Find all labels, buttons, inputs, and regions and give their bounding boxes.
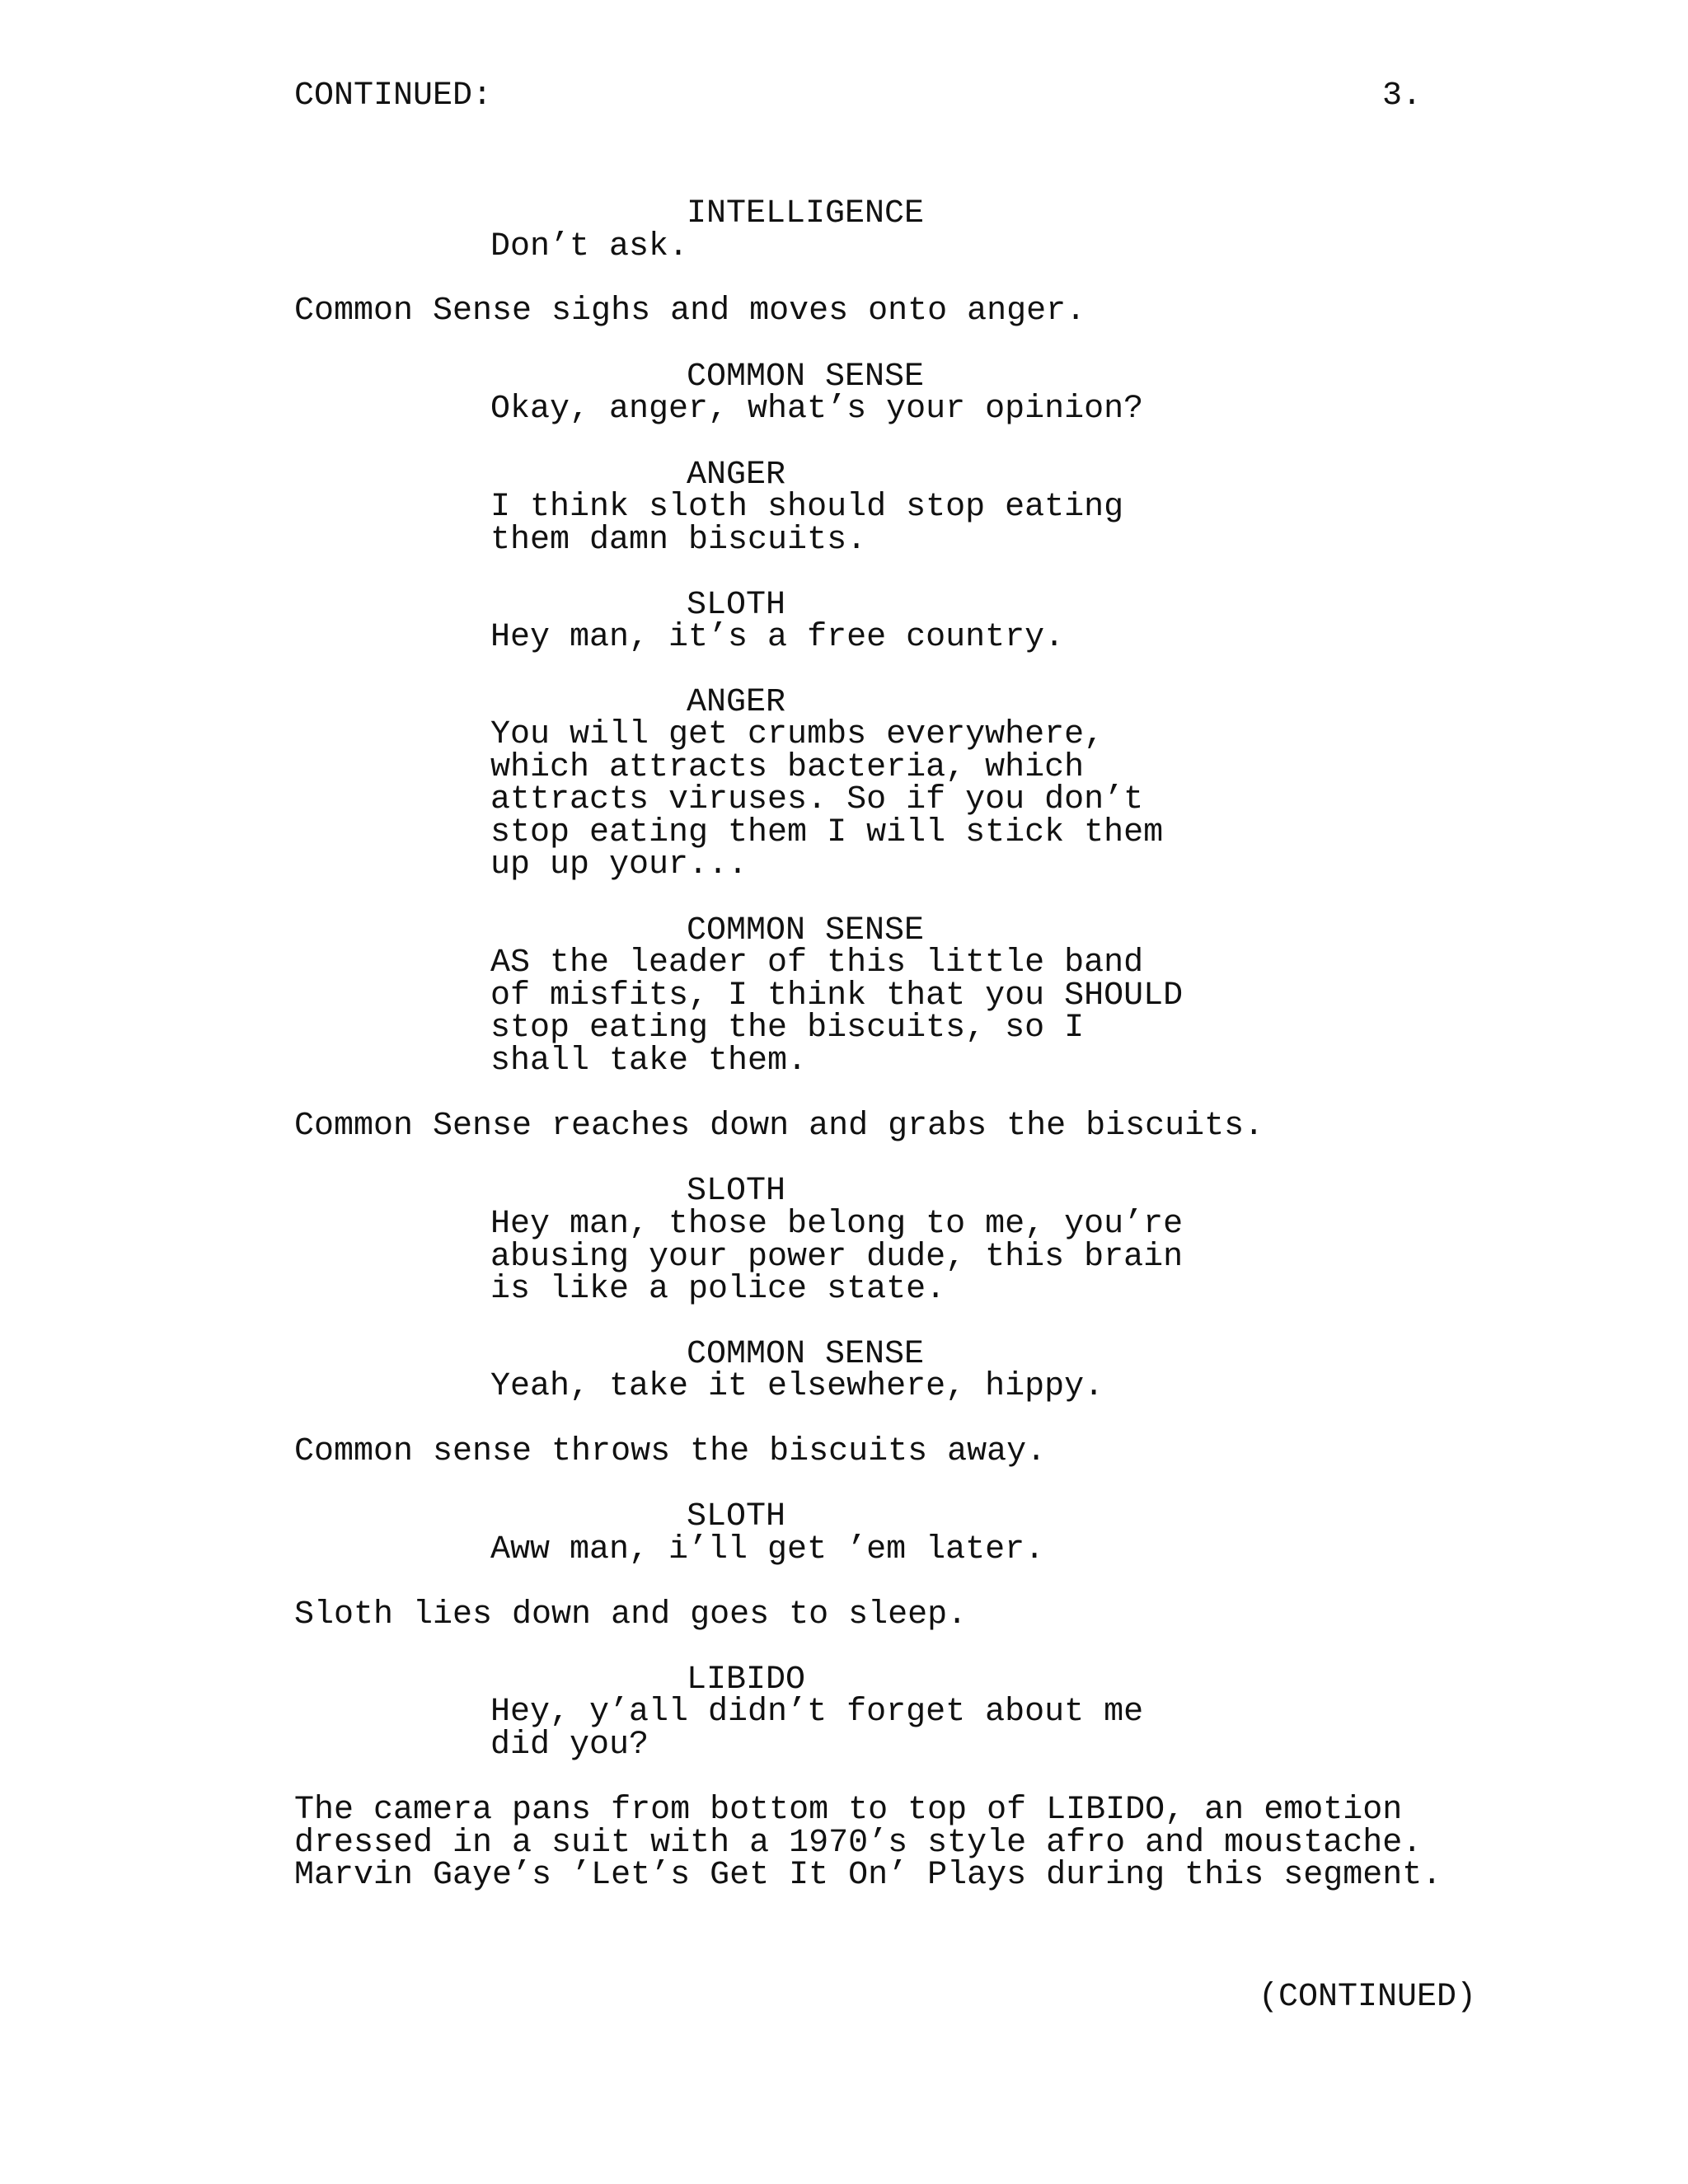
continued-header: CONTINUED: (294, 77, 493, 115)
cue-text: COMMON SENSE (687, 1336, 925, 1373)
character-cue (687, 1661, 806, 1699)
action-block (294, 1433, 1047, 1470)
dialogue-line: stop eating them I will stick them (490, 813, 1164, 851)
character-cue (687, 1175, 785, 1208)
dialogue-block (490, 393, 1143, 426)
cue-text: ANGER (687, 457, 786, 494)
action-block (294, 295, 1085, 328)
dialogue-block (490, 1694, 1144, 1764)
dialogue-block (490, 1208, 1183, 1306)
action-block (294, 1596, 968, 1633)
action-block (294, 1794, 1442, 1892)
character-cue (687, 589, 785, 622)
cue-text: INTELLIGENCE (687, 195, 925, 232)
action-line: The camera pans from bottom to top of LIBIDO, an emotion (294, 1792, 1403, 1829)
cue-text: SLOTH (687, 587, 786, 624)
dialogue-line: stop eating the biscuits, so I (490, 1010, 1085, 1047)
dialogue-block (490, 621, 1064, 654)
character-cue (687, 459, 785, 492)
dialogue-line: Don’t ask. (490, 228, 689, 265)
dialogue-line: You will get crumbs everywhere, (490, 716, 1104, 753)
dialogue-line: Hey, y’all didn’t forget about me (490, 1694, 1144, 1731)
cue-text: SLOTH (687, 1173, 786, 1210)
cue-text: SLOTH (687, 1498, 786, 1535)
dialogue-block (490, 1531, 1045, 1568)
dialogue-line: attracts viruses. So if you don’t (490, 781, 1144, 818)
character-cue (687, 195, 925, 232)
dialogue-line: AS the leader of this little band (490, 944, 1144, 982)
cue-text: ANGER (687, 684, 786, 721)
character-cue (687, 912, 925, 949)
action-line: Common Sense sighs and moves onto anger. (294, 293, 1086, 330)
cue-text: COMMON SENSE (687, 912, 925, 949)
dialogue-block (490, 944, 1184, 1080)
action-line: Common sense throws the biscuits away. (294, 1433, 1047, 1470)
character-cue (687, 1338, 924, 1371)
dialogue-block (490, 1368, 1104, 1405)
action-line: Marvin Gaye’s ’Let’s Get It On’ Plays during this segment. (294, 1857, 1442, 1894)
dialogue-line: I think sloth should stop eating (490, 489, 1124, 526)
dialogue-line: up up your... (490, 846, 748, 883)
action-block (294, 1110, 1264, 1143)
action-line: Sloth lies down and goes to sleep. (294, 1596, 968, 1633)
dialogue-line: Hey man, those belong to me, you’re (490, 1206, 1184, 1243)
character-cue (687, 1498, 786, 1535)
action-line: dressed in a suit with a 1970’s style afro and moustache. (294, 1824, 1423, 1862)
action-line: Common Sense reaches down and grabs the biscuits. (294, 1108, 1264, 1145)
dialogue-block (490, 716, 1164, 883)
cue-text: LIBIDO (687, 1661, 806, 1699)
dialogue-line: abusing your power dude, this brain (490, 1238, 1184, 1276)
character-cue (687, 684, 786, 721)
dialogue-line: is like a police state. (490, 1271, 946, 1308)
dialogue-line: them damn biscuits. (490, 521, 867, 559)
character-cue (687, 361, 924, 394)
dialogue-line: shall take them. (490, 1042, 808, 1080)
dialogue-line: did you? (490, 1726, 649, 1764)
dialogue-block (490, 228, 689, 265)
cue-text: COMMON SENSE (687, 359, 925, 396)
dialogue-line: which attracts bacteria, which (490, 748, 1085, 786)
dialogue-line: Okay, anger, what’s your opinion? (490, 391, 1144, 428)
dialogue-block (490, 489, 1124, 559)
continued-footer: (CONTINUED) (1259, 1979, 1477, 2016)
dialogue-line: Yeah, take it elsewhere, hippy. (490, 1368, 1104, 1405)
dialogue-line: of misfits, I think that you SHOULD (490, 977, 1184, 1015)
dialogue-line: Aww man, i’ll get ’em later. (490, 1531, 1045, 1568)
dialogue-line: Hey man, it’s a free country. (490, 619, 1065, 656)
page-number: 3. (1382, 77, 1423, 115)
